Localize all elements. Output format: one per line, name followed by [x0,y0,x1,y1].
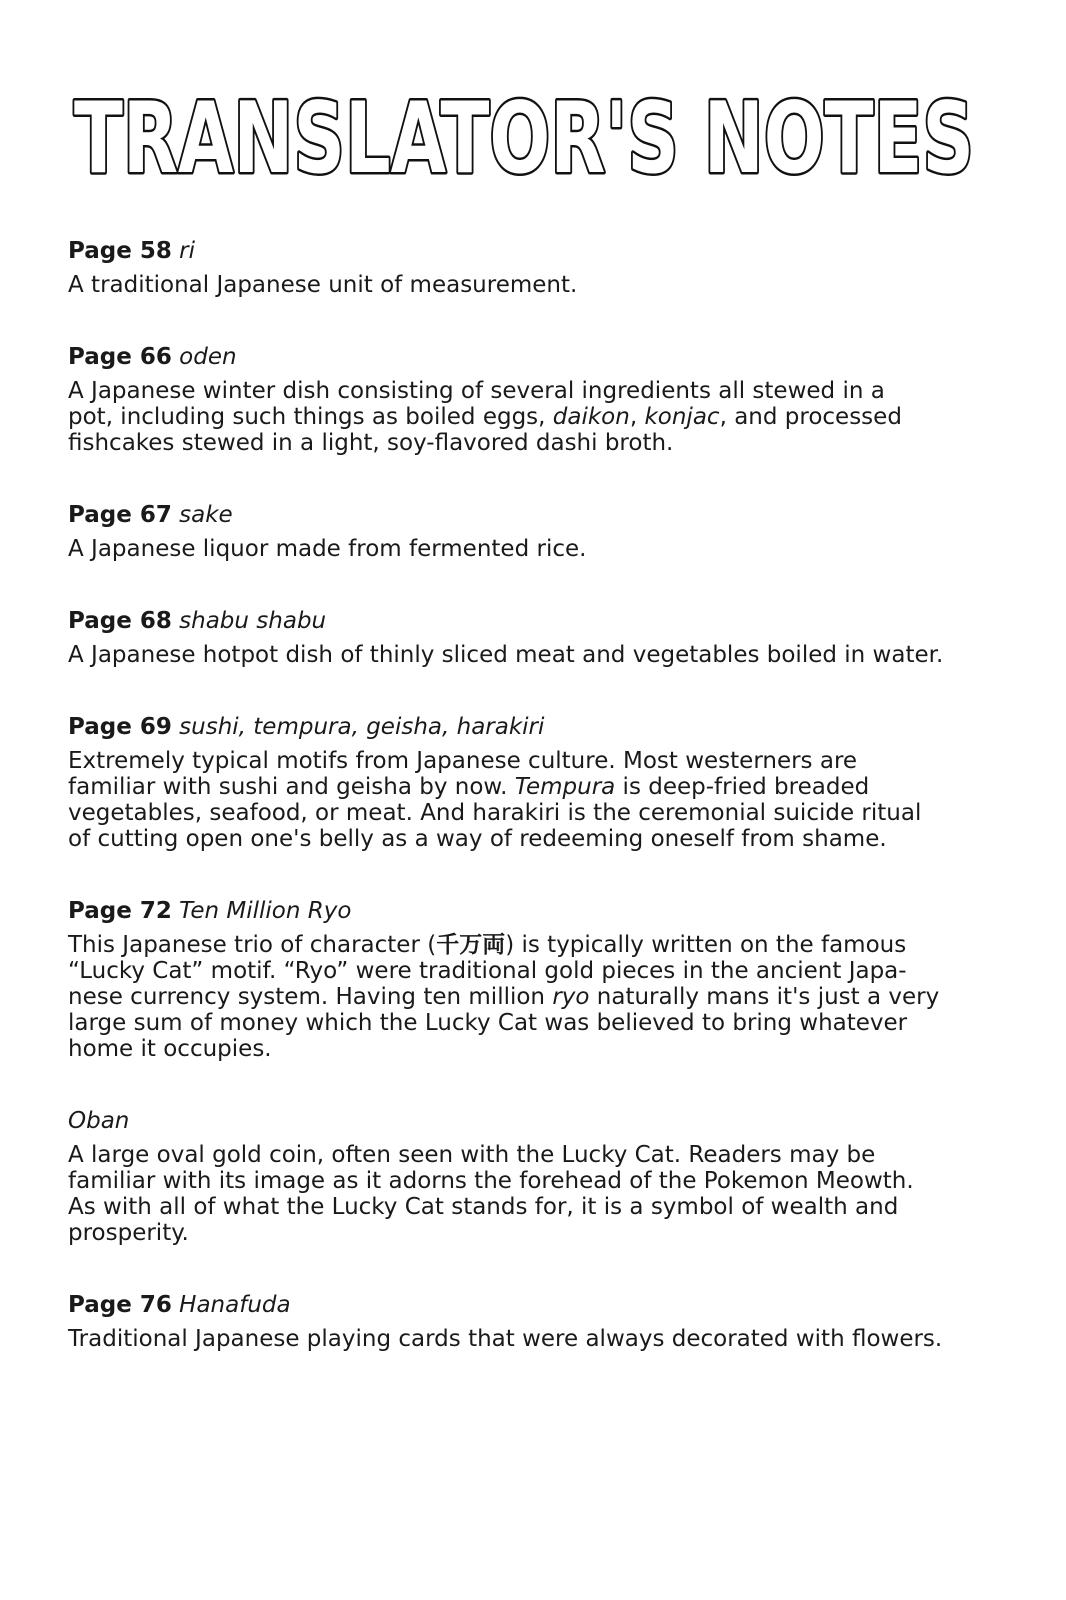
description-line [68,800,998,826]
note-term: sake [179,502,233,528]
description-line [68,1168,998,1194]
text-segment: A large oval gold coin, often seen with the Lucky Cat. Readers may be [68,1142,876,1168]
description-line [68,642,998,668]
italic-term: ryo [552,984,590,1010]
description-line [68,430,998,456]
text-segment: , and processed [719,404,902,430]
description-line [68,958,998,984]
description-line [68,1010,998,1036]
text-segment: prosperity. [68,1220,189,1246]
page-number: Page 67 [68,502,172,528]
text-segment: pot, including such things as boiled eggs, [68,404,553,430]
page-number: Page 69 [68,714,172,740]
note-term: oden [179,344,237,370]
page-number: Page 58 [68,238,172,264]
page-number: Page 68 [68,608,172,634]
text-segment: ) is typically written on the famous [505,932,907,958]
text-segment: vegetables, seafood, or meat. And harakiri is the ceremonial suicide ritual [68,800,922,826]
text-segment: A Japanese winter dish consisting of several ingredients all stewed in a [68,378,885,404]
page-number: Page 66 [68,344,172,370]
note-description [68,932,998,1062]
note-entry [68,712,998,852]
note-entry [68,236,998,298]
text-segment: A traditional Japanese unit of measurement. [68,272,578,298]
note-description [68,748,998,852]
text-segment: A Japanese hotpot dish of thinly sliced meat and vegetables boiled in water. [68,642,944,668]
note-term: ri [179,238,196,264]
page-title-banner [68,84,980,194]
description-line [68,774,998,800]
note-heading [68,896,998,926]
note-description [68,536,998,562]
description-line [68,1326,998,1352]
note-description [68,1326,998,1352]
note-heading [68,342,998,372]
page-number: Page 76 [68,1292,172,1318]
note-entry [68,500,998,562]
description-line [68,748,998,774]
note-entry [68,1290,998,1352]
kanji-text: 千万両 [436,932,506,958]
description-line [68,272,998,298]
note-term: Oban [68,1108,130,1134]
text-segment: Traditional Japanese playing cards that were always decorated with flowers. [68,1326,943,1352]
notes-list [68,236,998,1396]
note-heading [68,1290,998,1320]
page-number: Page 72 [68,898,172,924]
page-title-graphic [68,84,980,194]
description-line [68,1194,998,1220]
text-segment: familiar with sushi and geisha by now. [68,774,515,800]
note-heading [68,236,998,266]
description-line [68,984,998,1010]
text-segment: Extremely typical motifs from Japanese culture. Most westerners are [68,748,858,774]
note-heading [68,712,998,742]
description-line [68,1142,998,1168]
text-segment: “Lucky Cat” motif. “Ryo” were traditional gold pieces in the ancient Japa- [68,958,907,984]
description-line [68,1036,998,1062]
text-segment: of cutting open one's belly as a way of redeeming oneself from shame. [68,826,887,852]
page-title: TRANSLATOR'S NOTES [74,84,974,194]
note-entry [68,342,998,456]
description-line [68,1220,998,1246]
text-segment: large sum of money which the Lucky Cat was believed to bring whatever [68,1010,908,1036]
note-description [68,642,998,668]
text-segment: As with all of what the Lucky Cat stands for, it is a symbol of wealth and [68,1194,899,1220]
note-term: Ten Million Ryo [179,898,352,924]
text-segment: familiar with its image as it adorns the forehead of the Pokemon Meowth. [68,1168,914,1194]
text-segment: is deep-fried breaded [615,774,870,800]
text-segment: nese currency system. Having ten million [68,984,553,1010]
italic-term: konjac [644,404,720,430]
note-heading [68,606,998,636]
description-line [68,378,998,404]
description-line [68,536,998,562]
text-segment: naturally mans it's just a very [589,984,940,1010]
italic-term: daikon [552,404,630,430]
note-heading [68,1106,998,1136]
note-description [68,272,998,298]
description-line [68,404,998,430]
text-segment: , [629,404,645,430]
description-line [68,826,998,852]
text-segment: fishcakes stewed in a light, soy-flavored dashi broth. [68,430,674,456]
note-term: Hanafuda [179,1292,291,1318]
note-description [68,378,998,456]
note-term: sushi, tempura, geisha, harakiri [179,714,545,740]
note-heading [68,500,998,530]
note-entry [68,896,998,1062]
description-line [68,932,998,958]
text-segment: This Japanese trio of character ( [68,932,437,958]
text-segment: home it occupies. [68,1036,272,1062]
text-segment: A Japanese liquor made from fermented rice. [68,536,587,562]
note-term: shabu shabu [179,608,327,634]
note-description [68,1142,998,1246]
note-entry [68,606,998,668]
note-entry [68,1106,998,1246]
italic-term: Tempura [514,774,616,800]
